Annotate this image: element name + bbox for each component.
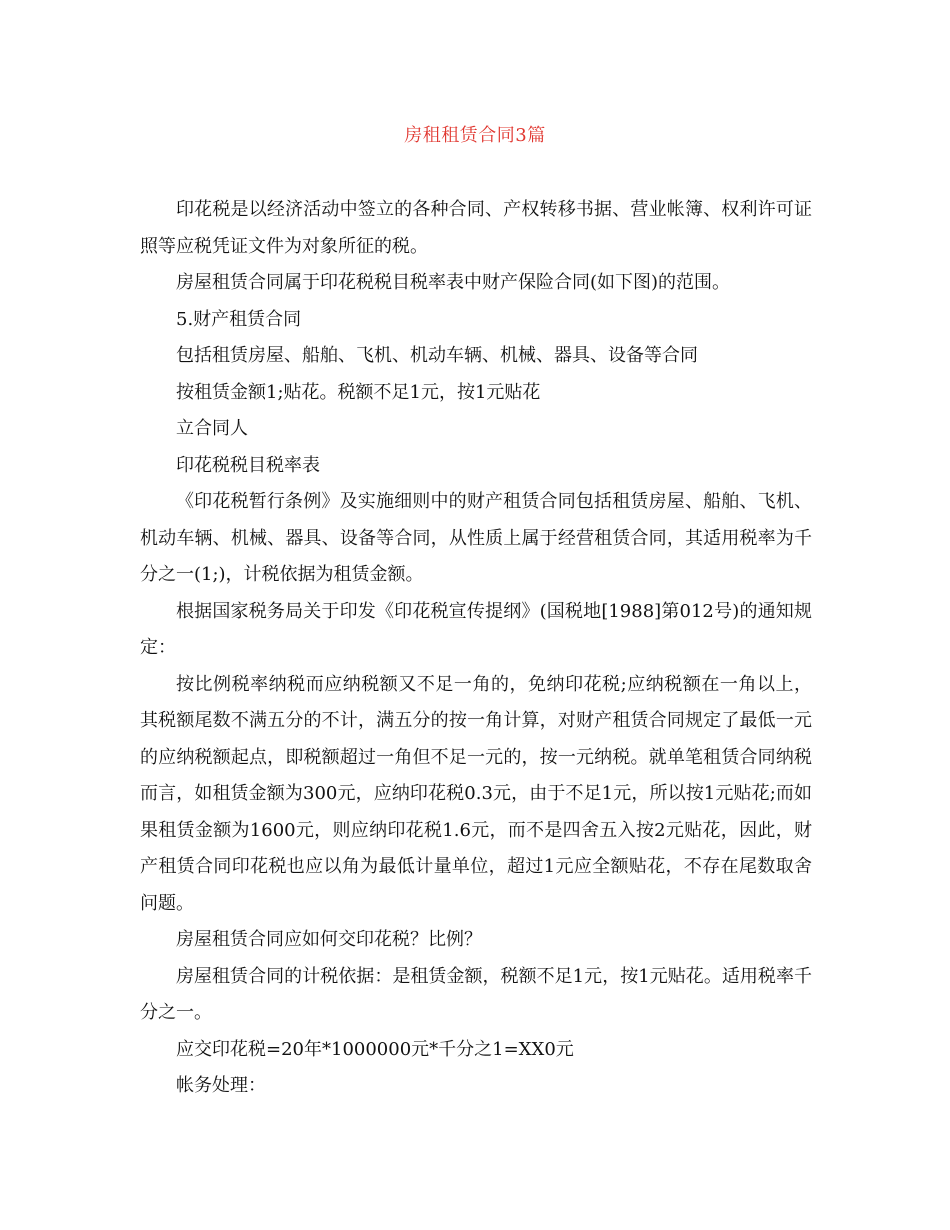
- paragraph: 房屋租赁合同属于印花税税目税率表中财产保险合同(如下图)的范围。: [176, 272, 731, 293]
- paragraph: 立合同人: [176, 418, 248, 439]
- paragraph: 包括租赁房屋、船舶、飞机、机动车辆、机械、器具、设备等合同: [176, 345, 698, 366]
- paragraph: 根据国家税务局关于印发《印花税宣传提纲》(国税地[1988]第012号)的通知规定：: [140, 600, 812, 658]
- document-body: [140, 192, 812, 1105]
- paragraph: 应交印花税=20年*1000000元*千分之1=XX0元: [176, 1038, 574, 1060]
- paragraph: 房屋租赁合同应如何交印花税？比例？: [176, 929, 482, 950]
- document-title: 房租租赁合同3篇: [404, 125, 546, 146]
- paragraph: 房屋租赁合同的计税依据：是租赁金额，税额不足1元，按1元贴花。适用税率千分之一。: [140, 965, 812, 1023]
- paragraph: 5.财产租赁合同: [176, 308, 302, 330]
- paragraph: 按租赁金额1;贴花。税额不足1元，按1元贴花: [176, 381, 541, 403]
- paragraph: 帐务处理：: [176, 1075, 266, 1096]
- paragraph: 印花税税目税率表: [176, 454, 320, 476]
- paragraph: 按比例税率纳税而应纳税额又不足一角的，免纳印花税;应纳税额在一角以上，其税额尾数不满五分的不计，满五分的按一角计算，对财产租赁合同规定了最低一元的应纳税额起点，即税额超过一角但不足一元的，按一元纳税。就单笔租赁合同纳税而言，如租赁金额为300元，应纳印花税0.3元，由于不足1元，所以按1元贴花;而如果租赁金额为1600元，则应纳印花税1.6元，而不是四舍五入按2元贴花，因此，财产租赁合同印花税也应以角为最低计量单位，超过1元应全额贴花，不存在尾数取舍问题。: [140, 673, 812, 914]
- paragraph: 《印花税暂行条例》及实施细则中的财产租赁合同包括租赁房屋、船舶、飞机、机动车辆、机械、器具、设备等合同，从性质上属于经营租赁合同，其适用税率为千分之一(1;)，计税依据为租赁金额。: [140, 491, 812, 585]
- paragraph: 印花税是以经济活动中签立的各种合同、产权转移书据、营业帐簿、权利许可证照等应税凭证文件为对象所征的税。: [140, 199, 812, 257]
